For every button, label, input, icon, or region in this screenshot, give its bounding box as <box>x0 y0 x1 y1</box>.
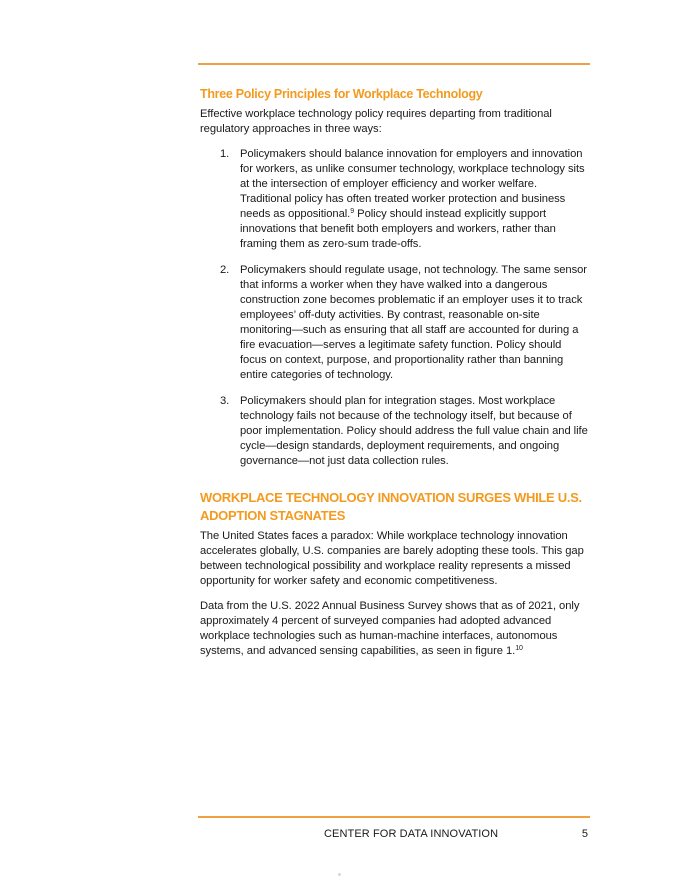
list-item <box>200 263 590 383</box>
section-heading: WORKPLACE TECHNOLOGY INNOVATION SURGES WHILE U.S. ADOPTION STAGNATES <box>200 490 582 523</box>
decorative-dot <box>338 873 341 876</box>
footnote-ref[interactable]: 10 <box>515 645 523 652</box>
list-number: 3. <box>220 395 230 407</box>
footer-organization: CENTER FOR DATA INNOVATION <box>324 828 499 840</box>
list-number: 1. <box>220 148 230 160</box>
page-number: 5 <box>581 828 588 840</box>
paragraph-text: Data from the U.S. 2022 Annual Business Survey shows that as of 2021, only approximately 4 percent of surveyed companies had adopted advanced workplace technologies such as human-machine interfaces, autonomous systems, and advanced sensing capabilities, as seen in figure 1. <box>200 600 580 657</box>
list-item-text: Policymakers should regulate usage, not technology. The same sensor that informs a worker when they have walked into a dangerous construction zone becomes problematic if an employer uses it to track employees’ off-duty activities. By contrast, reasonable on-site monitoring—such as ensuring that all staff are accounted for during a fire evacuation—serves a legitimate safety function. Policy should focus on context, purpose, and proportionality rather than banning entire categories of technology. <box>240 264 587 381</box>
footnote-ref[interactable]: 9 <box>350 208 355 215</box>
page-footer <box>198 826 590 842</box>
principles-intro: Effective workplace technology policy requires departing from traditional regulatory approaches in three ways: <box>200 108 552 135</box>
list-item-text: Policymakers should plan for integration stages. Most workplace technology fails not because of the technology itself, but because of poor implementation. Policy should address the full value chain and life cycle—design standards, deployment requirements, and ongoing governance—not just data collection rules. <box>240 395 588 467</box>
innovation-paragraph-1: The United States faces a paradox: While workplace technology innovation accelerates globally, U.S. companies are barely adopting these tools. This gap between technological possibility and workplace reality represents a missed opportunity for worker safety and economic competitiveness. <box>200 530 584 587</box>
list-item <box>200 394 590 469</box>
innovation-paragraph-2 <box>200 599 590 659</box>
list-number: 2. <box>220 264 230 276</box>
list-item <box>200 147 590 252</box>
principles-list <box>200 147 590 469</box>
main-content <box>200 86 590 669</box>
list-item-text-continued: Policy should instead explicitly support innovations that benefit both employers and workers, rather than framing them as zero-sum trade-offs. <box>240 208 556 250</box>
header-rule <box>198 63 590 65</box>
principles-heading: Three Policy Principles for Workplace Technology <box>200 87 483 101</box>
footer-rule <box>198 816 590 818</box>
list-item-text: Policymakers should balance innovation for employers and innovation for workers, as unlike consumer technology, workplace technology sits at the intersection of employer efficiency and worker welfare. Traditional policy has often treated worker protection and business needs as oppositional. <box>240 148 585 220</box>
